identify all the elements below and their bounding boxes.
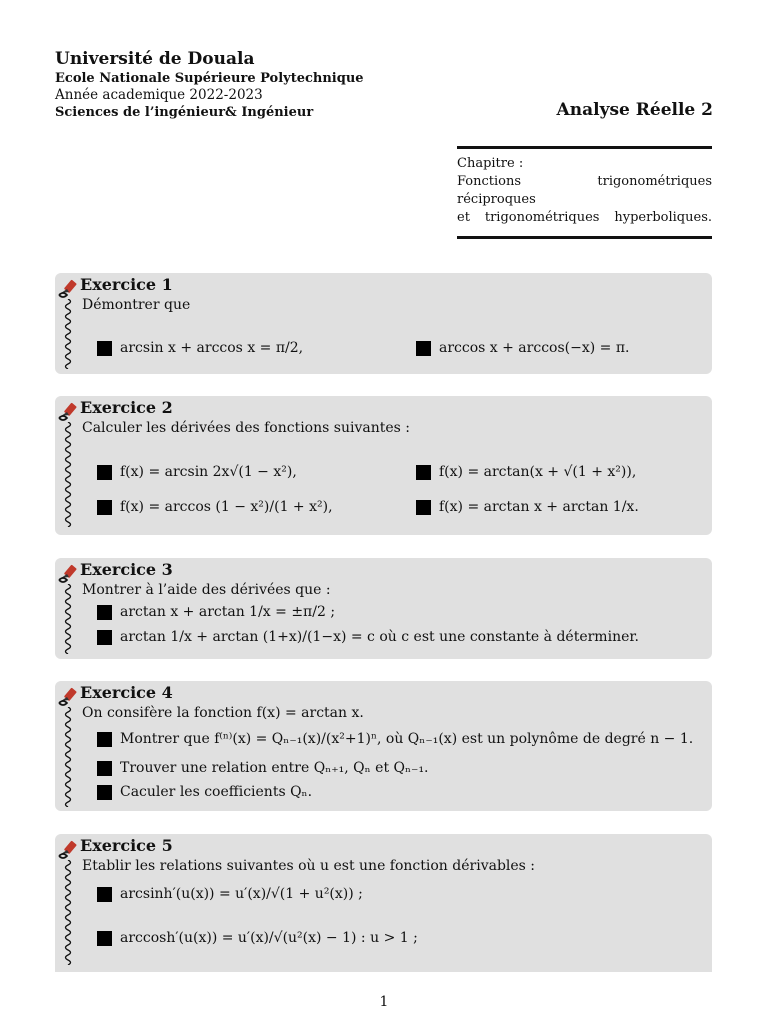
- exercise-item: [97, 930, 418, 946]
- squiggle-icon: [63, 860, 73, 965]
- item-text: arcsinh′(u(x)) = u′(x)/√(1 + u²(x)) ;: [120, 886, 363, 902]
- bullet-square-icon: [416, 465, 431, 480]
- exercise-2: [55, 396, 712, 535]
- exercise-title: Exercice 1: [80, 275, 173, 294]
- academic-year: Année academique 2022-2023: [55, 87, 263, 103]
- chapter-line-1: Fonctions trigonométriques réciproques: [457, 174, 712, 207]
- exercise-intro: Démontrer que: [82, 297, 191, 313]
- program-name: Sciences de l’ingénieur& Ingénieur: [55, 105, 314, 120]
- squiggle-icon: [63, 584, 73, 654]
- exercise-item: [97, 731, 693, 747]
- exercise-intro: Etablir les relations suivantes où u est une fonction dérivables :: [82, 858, 536, 874]
- bullet-square-icon: [97, 732, 112, 747]
- exercise-title: Exercice 3: [80, 560, 173, 579]
- bullet-square-icon: [97, 341, 112, 356]
- pencil-icon: [58, 564, 78, 586]
- item-text: arcsin x + arccos x = π/2,: [120, 340, 304, 356]
- item-text: Trouver une relation entre Qₙ₊₁, Qₙ et Qₙ₋₁.: [120, 760, 429, 776]
- item-text: f(x) = arctan x + arctan 1/x.: [439, 499, 639, 515]
- squiggle-icon: [63, 422, 73, 527]
- bullet-square-icon: [97, 500, 112, 515]
- squiggle-icon: [63, 707, 73, 807]
- university-name: Université de Douala: [55, 49, 255, 69]
- exercise-item: [97, 464, 297, 480]
- chapter-label: Chapitre :: [457, 156, 524, 171]
- bullet-square-icon: [97, 630, 112, 645]
- squiggle-icon: [63, 299, 73, 369]
- pencil-icon: [58, 840, 78, 862]
- exercise-item: [416, 464, 636, 480]
- header-block: [55, 48, 364, 121]
- bullet-square-icon: [97, 785, 112, 800]
- bullet-square-icon: [97, 931, 112, 946]
- exercise-title: Exercice 5: [80, 836, 173, 855]
- item-text: arccos x + arccos(−x) = π.: [439, 340, 630, 356]
- bullet-square-icon: [416, 341, 431, 356]
- school-name: Ecole Nationale Supérieure Polytechnique: [55, 71, 364, 86]
- course-title: Analyse Réelle 2: [556, 100, 713, 120]
- exercise-item: [97, 886, 363, 902]
- pencil-icon: [58, 402, 78, 424]
- exercise-intro: Montrer à l’aide des dérivées que :: [82, 582, 331, 598]
- exercise-intro: Calculer les dérivées des fonctions suivantes :: [82, 420, 410, 436]
- item-text: Caculer les coefficients Qₙ.: [120, 784, 313, 800]
- item-text: arctan x + arctan 1/x = ±π/2 ;: [120, 604, 336, 620]
- bullet-square-icon: [97, 887, 112, 902]
- item-text: arctan 1/x + arctan (1+x)/(1−x) = c où c est une constante à déterminer.: [120, 629, 639, 645]
- item-text: f(x) = arcsin 2x√(1 − x²),: [120, 464, 297, 480]
- exercise-item: [416, 340, 629, 356]
- exercise-item: [97, 784, 312, 800]
- item-text: Montrer que f⁽ⁿ⁾(x) = Qₙ₋₁(x)/(x²+1)ⁿ, où Qₙ₋₁(x) est un polynôme de degré n − 1.: [120, 731, 694, 747]
- exercise-item: [416, 499, 639, 515]
- item-text: arccosh′(u(x)) = u′(x)/√(u²(x) − 1) : u > 1 ;: [120, 930, 418, 946]
- bullet-square-icon: [416, 500, 431, 515]
- exercise-item: [97, 760, 429, 776]
- exercise-item: [97, 629, 639, 645]
- exercise-1: [55, 273, 712, 374]
- item-text: f(x) = arctan(x + √(1 + x²)),: [439, 464, 637, 480]
- pencil-icon: [58, 279, 78, 301]
- chapter-line-2: et trigonométriques hyperboliques.: [457, 210, 712, 225]
- exercise-intro: On consifère la fonction f(x) = arctan x.: [82, 705, 364, 721]
- exercise-4: [55, 681, 712, 811]
- exercise-title: Exercice 2: [80, 398, 173, 417]
- exercise-title: Exercice 4: [80, 683, 173, 702]
- exercise-item: [97, 340, 303, 356]
- pencil-icon: [58, 687, 78, 709]
- bullet-square-icon: [97, 465, 112, 480]
- exercise-item: [97, 604, 335, 620]
- exercise-3: [55, 558, 712, 659]
- item-text: f(x) = arccos (1 − x²)/(1 + x²),: [120, 499, 333, 515]
- page-number: 1: [379, 994, 389, 1010]
- exercise-item: [97, 499, 333, 515]
- chapter-box: [457, 146, 712, 239]
- exercise-5: [55, 834, 712, 972]
- bullet-square-icon: [97, 605, 112, 620]
- bullet-square-icon: [97, 761, 112, 776]
